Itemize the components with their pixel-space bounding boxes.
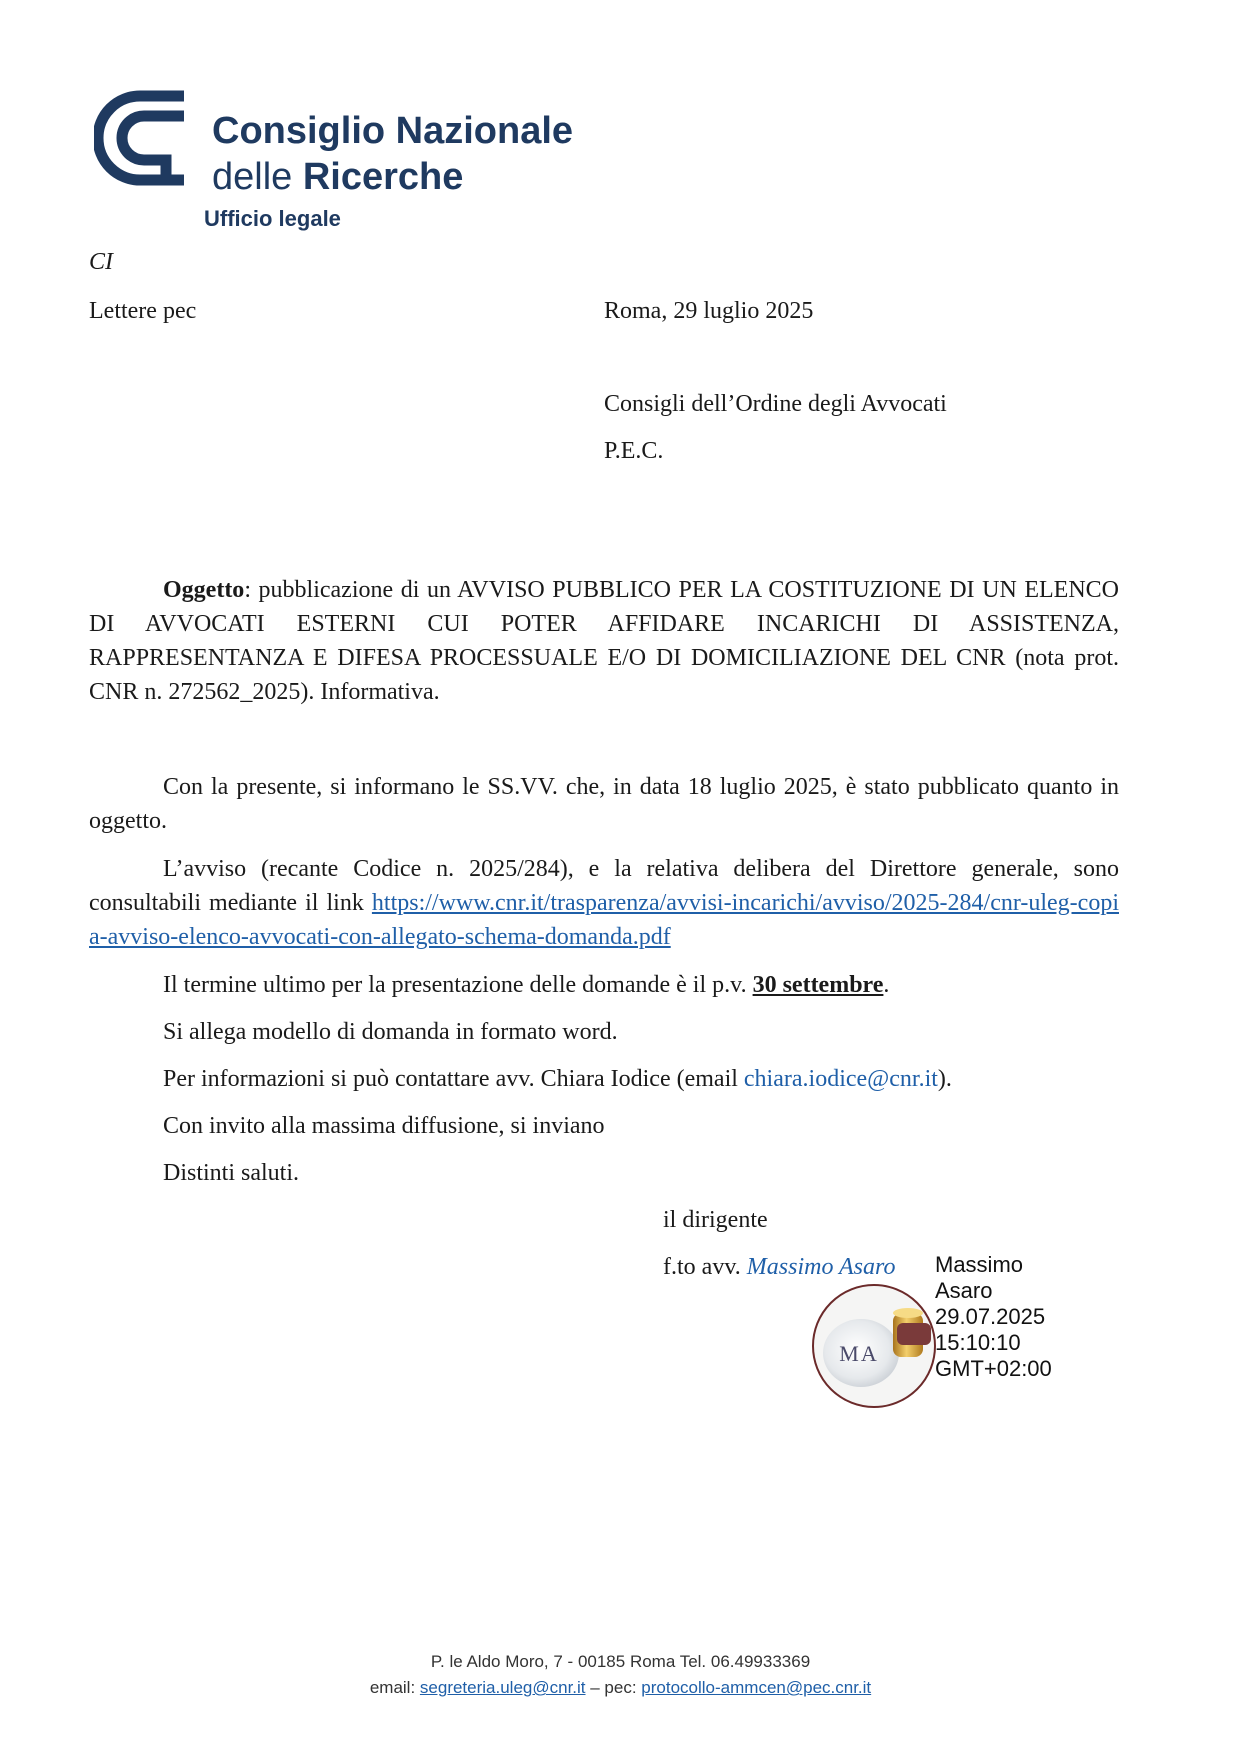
stamp-timezone: GMT+02:00 (935, 1356, 1052, 1381)
stamp-line-1: Massimo (935, 1252, 1024, 1277)
paragraph-2 (89, 852, 1119, 954)
stamp-time: 15:10:10 (935, 1330, 1021, 1355)
org-name-line2-prefix: delle (212, 156, 303, 198)
signer-prefix: f.to avv. (663, 1254, 747, 1280)
signer-role: il dirigente (663, 1207, 768, 1233)
closing: Distinti saluti. (163, 1160, 300, 1186)
org-name-line2-bold: Ricerche (302, 156, 464, 198)
footer-email-label: email: (369, 1678, 420, 1697)
footer-contacts (0, 1678, 1241, 1698)
subject (89, 573, 1119, 709)
footer-address: P. le Aldo Moro, 7 - 00185 Roma Tel. 06.49933369 (430, 1652, 811, 1671)
deadline-date: 30 settembre (752, 972, 884, 998)
subject-text: : pubblicazione di un AVVISO PUBBLICO PER LA COSTITUZIONE DI UN ELENCO DI AVVOCATI ESTERNI CUI POTER AFFIDARE INCARICHI DI ASSISTENZA, RAPPRESENTANZA E DIFESA PROCESSUALE E/O DI DOMICILIAZIONE DEL CNR (nota prot. CNR n. 272562_2025). Informativa. (89, 577, 1119, 705)
seal-monogram: MA (839, 1341, 879, 1366)
subject-label: Oggetto (163, 577, 245, 603)
cnr-logo-icon (94, 86, 190, 190)
recipient: Consigli dell’Ordine degli Avvocati (604, 391, 947, 417)
paragraph-5 (163, 1062, 952, 1096)
cnr-logo (94, 82, 594, 232)
footer-pec-label: – pec: (585, 1678, 642, 1697)
paragraph-3-post: . (883, 972, 890, 998)
letter-type: Lettere pec (89, 298, 197, 324)
footer-email-link[interactable]: segreteria.uleg@cnr.it (419, 1678, 586, 1697)
paragraph-4: Si allega modello di domanda in formato word. (163, 1019, 618, 1045)
paragraph-2-text: L’avviso (recante Codice n. 2025/284), e la relativa delibera del Direttore generale, sono consultabili mediante il link (89, 856, 1119, 916)
paragraph-3-pre: Il termine ultimo per la presentazione delle domande è il p.v. (163, 972, 753, 998)
signer-name: Massimo Asaro (746, 1254, 896, 1280)
signature-stamp (935, 1252, 1052, 1382)
place-date: Roma, 29 luglio 2025 (604, 298, 814, 324)
recipient-channel: P.E.C. (604, 438, 664, 464)
initials: CI (89, 249, 113, 275)
signer-line (663, 1250, 895, 1284)
avviso-link[interactable]: https://www.cnr.it/trasparenza/avvisi-incarichi/avviso/2025-284/cnr-uleg-copia-avviso-elenco-avvocati-con-allegato-schema-domanda.pdf (89, 890, 1119, 950)
contact-email-link[interactable]: chiara.iodice@cnr.it (743, 1066, 938, 1092)
paragraph-5-pre: Per informazioni si può contattare avv. Chiara Iodice (email (163, 1066, 744, 1092)
footer-pec-link[interactable]: protocollo-ammcen@pec.cnr.it (641, 1678, 872, 1697)
org-name-line1: Consiglio Nazionale (212, 110, 574, 152)
paragraph-5-post: ). (937, 1066, 952, 1092)
office-name: Ufficio legale (204, 206, 341, 231)
stamp-line-2: Asaro (935, 1278, 993, 1303)
org-name-line2 (212, 156, 463, 199)
paragraph-6: Con invito alla massima diffusione, si inviano (163, 1113, 605, 1139)
wax-seal (811, 1283, 937, 1409)
stamp-date: 29.07.2025 (935, 1304, 1046, 1329)
paragraph-3 (163, 968, 889, 1002)
paragraph-1: Con la presente, si informano le SS.VV. che, in data 18 luglio 2025, è stato pubblicato quanto in oggetto. (89, 774, 1119, 834)
